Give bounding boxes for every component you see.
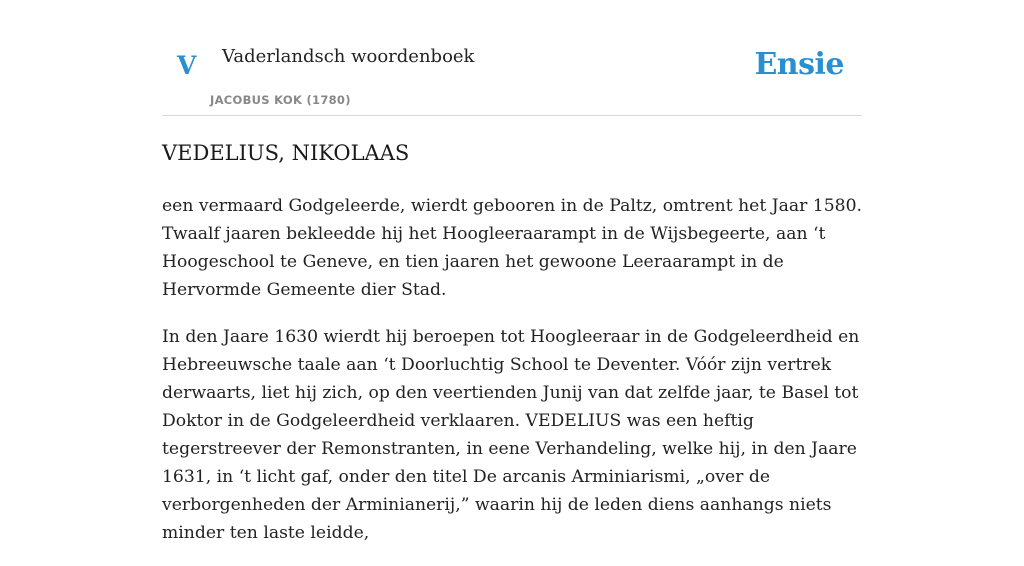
entry-body [162,192,862,566]
source-header [162,0,862,116]
entry-title: VEDELIUS, NIKOLAAS [162,141,410,165]
index-letter[interactable]: V [177,51,197,80]
entry-paragraph: In den Jaare 1630 wierdt hij beroepen tot Hoogleeraar in de Godgeleerdheid en Hebreeuwsche taale aan ‘t Doorluchtig School te Deventer. Vóór zijn vertrek derwaarts, liet hij zich, op den veertienden Junij van dat zelfde jaar, te Basel tot Doktor in de Godgeleerdheid verklaaren. VEDELIUS was een heftig tegerstreever der Remonstranten, in eene Verhandeling, welke hij, in den Jaare 1631, in ‘t licht gaf, onder den titel De arcanis Arminiarismi, „over de verborgenheden der Arminianerij,” waarin hij de leden diens aanhangs niets minder ten laste leidde, [162,327,860,543]
brand-logo[interactable]: Ensie [754,47,844,82]
source-author: JACOBUS KOK (1780) [210,93,351,107]
page [162,0,862,543]
source-title[interactable]: Vaderlandsch woordenboek [222,46,475,67]
entry-paragraph: een vermaard Godgeleerde, wierdt gebooren in de Paltz, omtrent het Jaar 1580. Twaalf jaaren bekleedde hij het Hoogleeraarampt in de Wijsbegeerte, aan ‘t Hoogeschool te Geneve, en tien jaaren het gewoone Leeraarampt in de Hervormde Gemeente dier Stad. [162,196,862,300]
